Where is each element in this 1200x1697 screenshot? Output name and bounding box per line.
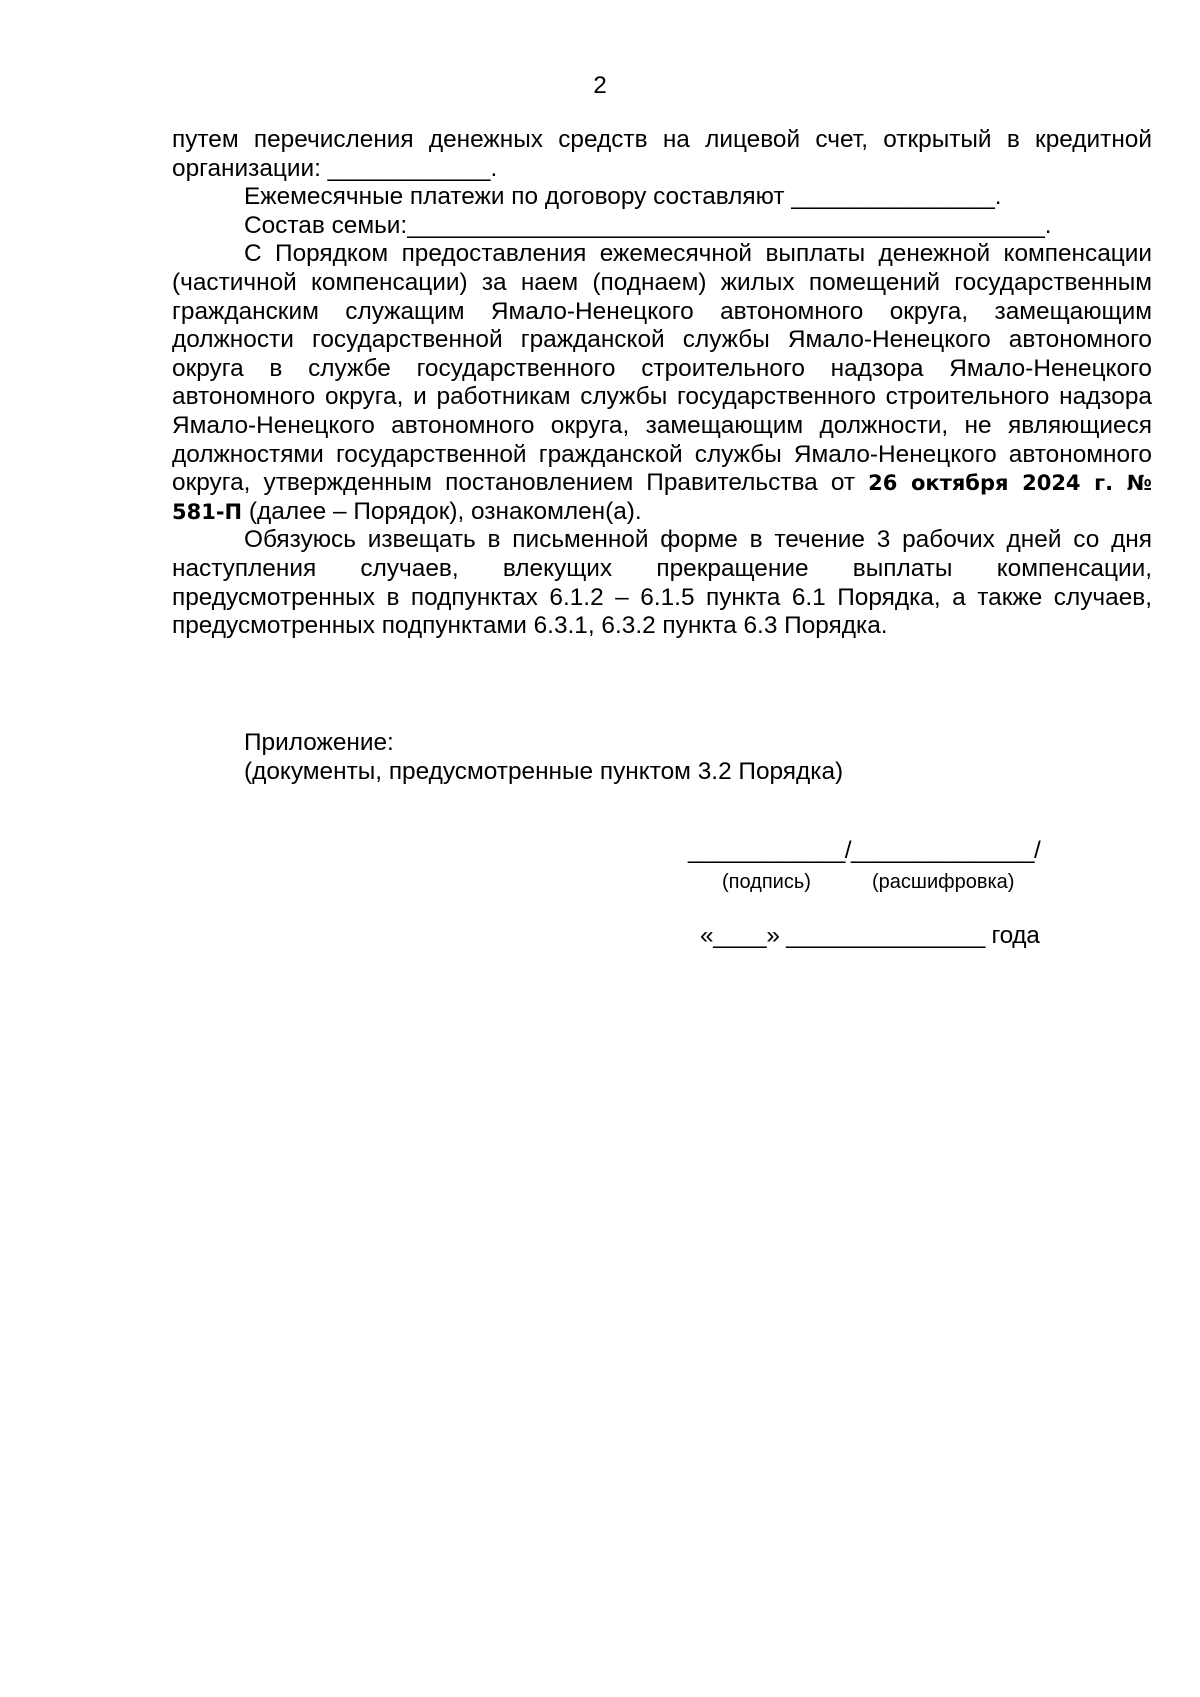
signature-caption: (подпись): [722, 871, 811, 893]
date-line: «____» _______________ года: [700, 922, 1040, 949]
paragraph-family-composition: Состав семьи:_______________________________________________.: [244, 211, 1052, 239]
paragraph-procedure-acknowledgement: [172, 240, 1152, 526]
procedure-text: С Порядком предоставления ежемесячной выплаты денежной компенсации (частичной компенсации) за наем (поднаем) жилых помещений государственным гражданским служащим Ямало-Ненецкого автономного округа, замещающим должности государственной гражданской службы Ямало-Ненецкого автономного округа в службе государственного строительного надзора Ямало-Ненецкого автономного округа, и работникам службы государственного строительного надзора Ямало-Ненецкого автономного округа, замещающим должности, не являющиеся должностями государственной гражданской службы Ямало-Ненецкого автономного округа, утвержденным постановлением Правительства от: [172, 240, 1152, 497]
resolution-reference: 26 октября 2024 г. № 581-П: [172, 471, 1152, 524]
attachment-block: [244, 728, 843, 786]
attachment-label: Приложение:: [244, 729, 394, 756]
decoding-caption: (расшифровка): [872, 871, 1015, 893]
paragraph-payment-method: путем перечисления денежных средств на лицевой счет, открытый в кредитной организации: ____________.: [172, 126, 1152, 182]
page-number: 2: [593, 72, 607, 99]
paragraph-obligation: Обязуюсь извещать в письменной форме в течение 3 рабочих дней со дня наступления случаев, влекущих прекращение выплаты компенсации, предусмотренных в подпунктах 6.1.2 – 6.1.5 пункта 6.1 Порядка, а также случаев, предусмотренных подпунктами 6.3.1, 6.3.2 пункта 6.3 Порядка.: [172, 526, 1152, 640]
paragraph-monthly-payments: Ежемесячные платежи по договору составляют _______________.: [244, 183, 1002, 211]
procedure-text-end: (далее – Порядок), ознакомлен(а).: [248, 497, 642, 525]
signature-line: ____________/______________/: [688, 837, 1041, 864]
document-body: [172, 126, 1152, 641]
attachment-note: (документы, предусмотренные пунктом 3.2 Порядка): [244, 758, 844, 785]
